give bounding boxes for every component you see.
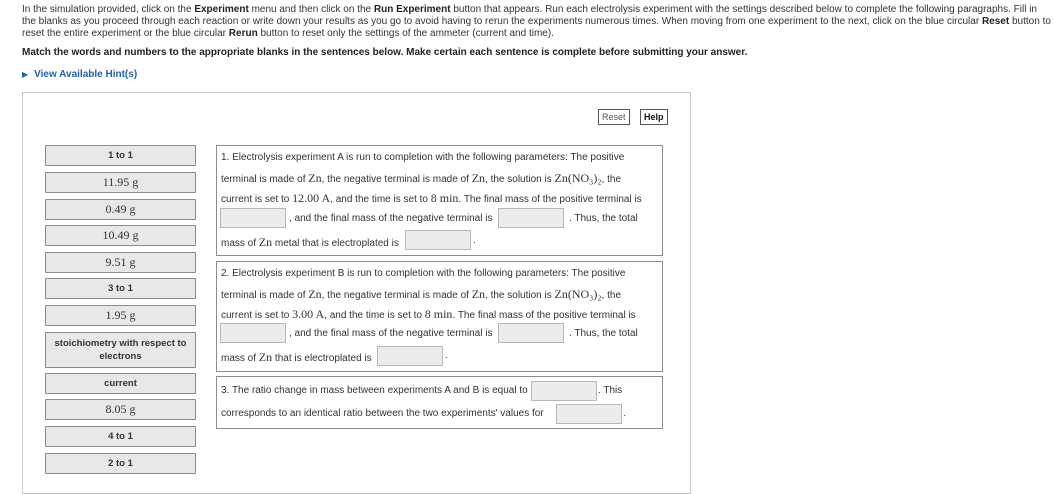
answer-tile[interactable]: current <box>45 373 196 394</box>
hint-label: View Available Hint(s) <box>34 69 138 80</box>
q1-text: current is set to <box>221 194 293 205</box>
intro-run-experiment: Run Experiment <box>373 4 451 15</box>
q1-text: metal that is electroplated is <box>272 238 399 249</box>
q1-zn: Zn <box>308 171 322 185</box>
reset-button[interactable]: Reset <box>598 109 630 125</box>
q2-text: mass of <box>221 353 259 364</box>
answer-tile[interactable]: 3 to 1 <box>45 278 196 299</box>
q1-blank-negative-mass[interactable] <box>498 208 564 228</box>
instruction-text: Match the words and numbers to the appropriate blanks in the sentences below. Make certain each sentence is complete before submitting your answer. <box>22 47 748 58</box>
q1-line-2 <box>221 171 621 186</box>
q3-blank-quantity[interactable] <box>556 404 622 424</box>
q1-line-5 <box>221 235 399 250</box>
q1-zn: Zn <box>471 171 486 185</box>
q1-time: 8 min <box>430 191 459 205</box>
q2-line-5 <box>221 350 372 365</box>
q3-line-2b: . <box>623 408 626 419</box>
q2-zn: Zn <box>308 287 322 301</box>
caret-right-icon: ▶ <box>22 70 29 79</box>
answer-tile[interactable]: 1.95 g <box>45 305 196 326</box>
answer-tile[interactable]: 4 to 1 <box>45 426 196 447</box>
answer-tile[interactable]: 11.95 g <box>45 172 196 193</box>
q2-text: , the <box>601 290 622 301</box>
q1-blank-positive-mass[interactable] <box>220 208 286 228</box>
intro-text: button to reset the entire experiment or the blue circular <box>22 16 1051 39</box>
q3-line-1a: 3. The ratio change in mass between experiments A and B is equal to <box>221 385 528 396</box>
q2-time: 8 min <box>424 307 453 321</box>
q1-line-1: 1. Electrolysis experiment A is run to completion with the following parameters: The positive <box>221 152 625 163</box>
q2-line-1: 2. Electrolysis experiment B is run to completion with the following parameters: The positive <box>221 268 626 279</box>
q1-text: , and the time is set to <box>330 194 431 205</box>
q2-text: , the solution is <box>485 290 555 301</box>
q3-line-1b: . This <box>598 385 623 396</box>
q1-text: , the <box>601 174 622 185</box>
intro-text: button to reset only the settings of the ammeter (current and time). <box>257 28 554 39</box>
q2-current: 3.00 A <box>292 307 325 321</box>
q1-line-5-end: . <box>473 235 476 246</box>
q2-line-5-end: . <box>445 350 448 361</box>
q2-text: , and the time is set to <box>324 310 425 321</box>
q1-text: . The final mass of the positive terminal is <box>458 194 642 205</box>
help-button[interactable]: Help <box>640 109 668 125</box>
intro-experiment: Experiment <box>194 4 249 15</box>
intro-reset: Reset <box>981 16 1010 27</box>
answer-tile[interactable]: 1 to 1 <box>45 145 196 166</box>
q2-zn: Zn <box>258 350 273 364</box>
q1-line-3 <box>221 191 642 206</box>
q1-current: 12.00 A <box>292 191 331 205</box>
intro-paragraph <box>22 4 1052 40</box>
intro-rerun: Rerun <box>228 28 258 39</box>
q1-blank-total-mass[interactable] <box>405 230 471 250</box>
q2-solution: Zn(NO₃)₂ <box>554 287 602 301</box>
q2-text: terminal is made of <box>221 290 309 301</box>
answer-tile[interactable]: 2 to 1 <box>45 453 196 474</box>
q2-text: current is set to <box>221 310 293 321</box>
q2-blank-total-mass[interactable] <box>377 346 443 366</box>
intro-text: In the simulation provided, click on the <box>22 4 195 15</box>
q1-text: terminal is made of <box>221 174 309 185</box>
q2-blank-negative-mass[interactable] <box>498 323 564 343</box>
q2-text: that is electroplated is <box>272 353 372 364</box>
q2-line-2 <box>221 287 621 302</box>
q2-blank-positive-mass[interactable] <box>220 323 286 343</box>
answer-tile[interactable]: 10.49 g <box>45 225 196 246</box>
q1-text: , the solution is <box>485 174 555 185</box>
q3-line-2a: corresponds to an identical ratio between the two experiments' values for <box>221 408 544 419</box>
answer-tile[interactable]: stoichiometry with respect to electrons <box>45 332 196 368</box>
view-hints-link[interactable] <box>22 69 137 80</box>
q1-line-4b: . Thus, the total <box>569 213 638 224</box>
q1-solution: Zn(NO₃)₂ <box>554 171 602 185</box>
q2-text: . The final mass of the positive terminal is <box>452 310 636 321</box>
q1-text: , the negative terminal is made of <box>321 174 472 185</box>
q2-line-4b: . Thus, the total <box>569 328 638 339</box>
q2-zn: Zn <box>471 287 486 301</box>
answer-tile[interactable]: 0.49 g <box>45 199 196 220</box>
q1-text: mass of <box>221 238 259 249</box>
q1-zn: Zn <box>258 235 273 249</box>
intro-text: button that appears. Run each electrolysis experiment with the settings described below to complete the following paragraphs. Fill in the blanks as you proceed through each reaction or write down your results as you go to avoid having to rerun the experiments numerous times. When moving from one experiment to the next, click on the blue circular <box>22 4 1037 27</box>
intro-text: menu and then click on the <box>248 4 374 15</box>
q3-blank-ratio[interactable] <box>531 381 597 401</box>
answer-tile[interactable]: 9.51 g <box>45 252 196 273</box>
q2-line-4a: , and the final mass of the negative terminal is <box>289 328 493 339</box>
q2-text: , the negative terminal is made of <box>321 290 472 301</box>
answer-tile[interactable]: 8.05 g <box>45 399 196 420</box>
q1-line-4a: , and the final mass of the negative terminal is <box>289 213 493 224</box>
q2-line-3 <box>221 307 636 322</box>
